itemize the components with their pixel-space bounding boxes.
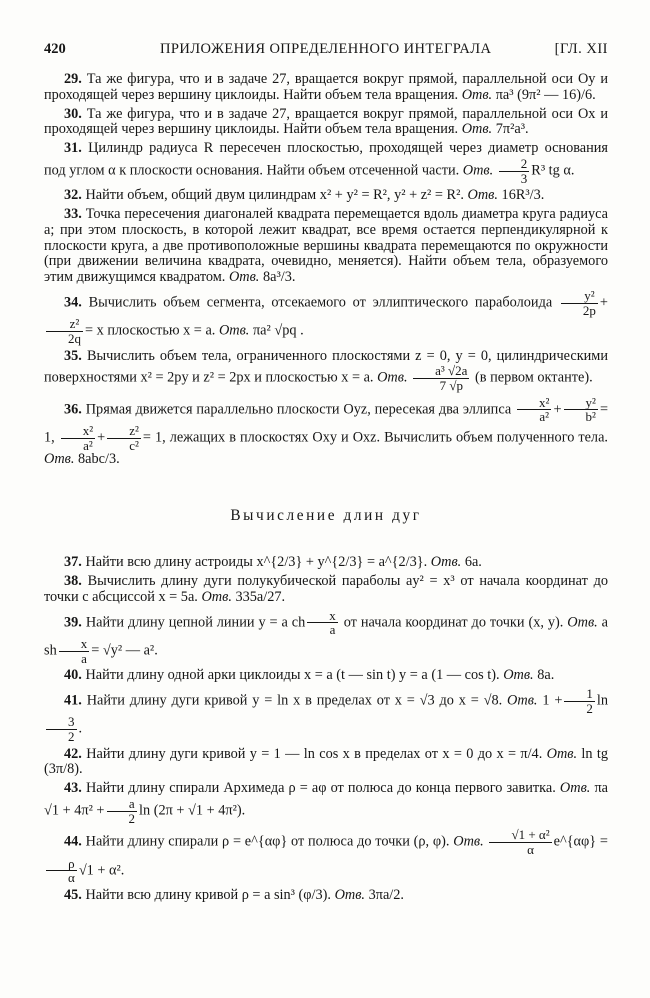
problem-36: 36. Прямая движется параллельно плоскости Oyz, пересекая два эллипса $\frac{\text{x²}}{\text{a²}}$ + $\frac{\text{y²}}{\text{b²}}$ = 1, $\frac{\text{x²}}{\text{a²}}$ + $\frac{\text{z²}}{\text{c²}}$ = 1, лежащих в плоскостях Oxy и Oxz. Вычислить объем полученного тела. Отв. 8abc/3. bbox=[44, 394, 609, 468]
fraction: $\frac{\text{y²}}{2p}$ bbox=[561, 289, 598, 317]
fraction: $\frac{\text{√1 + α²}}{\alpha}$ bbox=[489, 828, 551, 856]
problem-33: 33. Точка пересечения диагоналей квадрата перемещается вдоль диаметра круга радиуса a; при этом плоскость, в которой лежит квадрат, все время остается перпендикулярной к плоскости круга, а две противоположные вершины квадрата перемещаются по окружности (при движении величина квадрата, очевидно, меняется). Найти объем тела, образуемого этим движущимся квадратом. Отв. 8a³/3. bbox=[44, 206, 608, 286]
problem-41: 41. Найти длину дуги кривой y = ln x в пределах от x = √3 до x = √8. Отв. 1 + $\frac{1}{2}$ ln $\frac{3}{2}$ . bbox=[44, 687, 608, 744]
problem-42: 42. Найти длину дуги кривой y = 1 — ln cos x в пределах от x = 0 до x = π/4. Отв. ln tg (3π/8). bbox=[44, 745, 608, 778]
problem-43: 43. Найти длину спирали Архимеда ρ = aφ от полюса до конца первого завитка. Отв. πa √1 + 4π² + $\frac{a}{2}$ ln (2π + √1 + 4π²). bbox=[44, 780, 609, 826]
problem-31: 31. Цилиндр радиуса R пересечен плоскостью, проходящей через диаметр основания под углом α к плоскости основания. Найти объем отсеченной части. Отв. $\frac{2}{3}$ R³ tg α. bbox=[44, 140, 609, 186]
answer-fraction: $\frac{\text{a³ √2a}}{7 √p}$ bbox=[413, 364, 469, 392]
fraction: $\frac{\rho}{\alpha}$ bbox=[46, 857, 77, 885]
fraction: $\frac{x}{a}$ bbox=[307, 609, 338, 637]
fraction: $\frac{\text{x²}}{\text{a²}}$ bbox=[61, 424, 95, 452]
problem-44: 44. Найти длину спирали ρ = e^{αφ} от полюса до точки (ρ, φ). Отв. $\frac{\text{√1 + α²}}{\alpha}$ e^{αφ} = $\frac{\rho}{\alpha}$ √1 + α². bbox=[44, 828, 608, 885]
problem-35: 35. Вычислить объем тела, ограниченного плоскостями z = 0, y = 0, цилиндрическими поверхностями x² = 2py и z² = 2px и плоскостью x = a. Отв. $\frac{\text{a³ √2a}}{7 √p}$ (в первом октанте). bbox=[44, 347, 608, 394]
problem-34: 34. Вычислить объем сегмента, отсекаемого от эллиптического параболоида $\frac{\text{y²}}{2p}$ + $\frac{\text{z²}}{2q}$ = x плоскостью x = a. Отв. πa² √pq . bbox=[44, 289, 608, 346]
problem-39: 39. Найти длину цепной линии y = a ch $\frac{x}{a}$ от начала координат до точки (x, y). Отв. a sh $\frac{x}{a}$ = √y² — a². bbox=[44, 607, 609, 666]
problem-40: 40. Найти длину одной арки циклоиды x = a (t — sin t) y = a (1 — cos t). Отв. 8a. bbox=[64, 667, 555, 684]
fraction: $\frac{x}{a}$ bbox=[59, 637, 90, 665]
arc-length-problems bbox=[44, 555, 608, 903]
fraction: $\frac{\text{z²}}{2q}$ bbox=[46, 317, 83, 345]
problem-32: 32. Найти объем, общий двум цилиндрам x² + y² = R², y² + z² = R². Отв. 16R³/3. bbox=[64, 187, 545, 204]
fraction: $\frac{1}{2}$ bbox=[564, 687, 595, 715]
section-title: Вычисление длин дуг bbox=[230, 507, 422, 525]
fraction: $\frac{\text{z²}}{\text{c²}}$ bbox=[107, 424, 141, 452]
problem-37: 37. Найти всю длину астроиды x^{2/3} + y^{2/3} = a^{2/3}. Отв. 6a. bbox=[64, 554, 482, 571]
running-title: ПРИЛОЖЕНИЯ ОПРЕДЕЛЕННОГО ИНТЕГРАЛА bbox=[160, 41, 492, 57]
page-body bbox=[44, 72, 608, 907]
problem-29: 29. Та же фигура, что и в задаче 27, вращается вокруг прямой, параллельной оси Oy и проходящей через вершину циклоиды. Найти объем тела вращения. Отв. πa³ (9π² — 16)/6. bbox=[44, 71, 608, 103]
answer-fraction: $\frac{2}{3}$ bbox=[499, 157, 530, 185]
problem-30: 30. Та же фигура, что и в задаче 27, вращается вокруг прямой, параллельной оси Ox и проходящей через вершину циклоиды. Найти объем тела вращения. Отв. 7π²a³. bbox=[44, 105, 608, 138]
page-number: 420 bbox=[44, 41, 66, 57]
fraction: $\frac{3}{2}$ bbox=[46, 715, 77, 743]
volume-problems bbox=[44, 72, 608, 468]
chapter-label: [ГЛ. XII bbox=[554, 41, 608, 57]
problem-38: 38. Вычислить длину дуги полукубической параболы ay² = x³ от начала координат до точки с абсциссой x = 5a. Отв. 335a/27. bbox=[44, 573, 608, 605]
fraction: $\frac{\text{x²}}{\text{a²}}$ bbox=[517, 396, 551, 424]
fraction: $\frac{\text{y²}}{\text{b²}}$ bbox=[564, 396, 598, 424]
fraction: $\frac{a}{2}$ bbox=[107, 797, 138, 825]
problem-45: 45. Найти всю длину кривой ρ = a sin³ (φ/3). Отв. 3πa/2. bbox=[64, 886, 405, 903]
